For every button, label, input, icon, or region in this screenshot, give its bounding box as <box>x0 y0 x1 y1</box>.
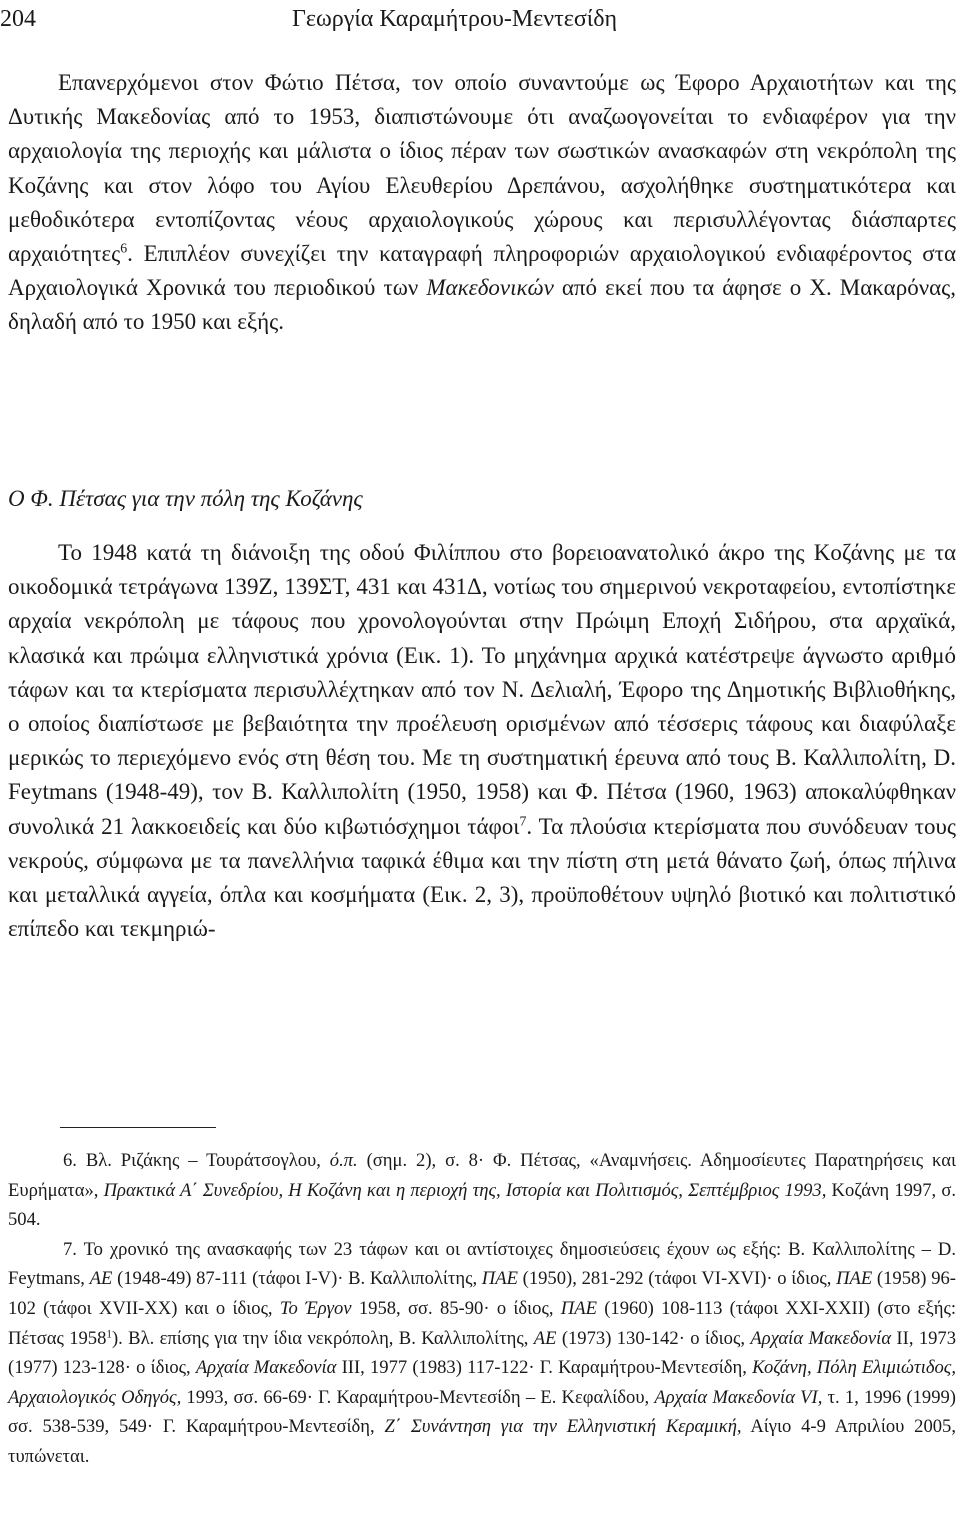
paragraph <box>8 536 956 946</box>
footnote-italic: Ζ΄ Συνάντηση για την Ελληνιστική Κεραμική, <box>384 1416 742 1438</box>
footnote-text: ). Βλ. επίσης για την ίδια νεκρόπολη, Β. Καλλιπολίτης, <box>111 1327 534 1349</box>
footnote-text: (σημ. 2), σ. 8· Φ. Πέτσας, «Αναμνήσεις. Αδημοσίευτες Παρατηρήσεις και Ευρήματα», <box>8 1150 956 1201</box>
footnote-text: Αίγιο 4-9 Απριλίου 2005, τυπώνεται. <box>8 1416 956 1467</box>
footnote-italic: ΠΑΕ <box>481 1268 518 1290</box>
footnote-italic: ΑΕ <box>533 1327 557 1349</box>
journal-title: Μακεδονικών <box>426 275 554 301</box>
footnote-text: (1973) 130-142· ο ίδιος, <box>556 1327 751 1349</box>
footnotes <box>8 1146 956 1472</box>
intro-paragraph <box>8 66 956 340</box>
footnote-text: 1958, σσ. 85-90· ο ίδιος, <box>351 1297 561 1319</box>
footnote-text: III, 1977 (1983) 117-122· Γ. Καραμήτρου-Μεντεσίδη, <box>336 1357 753 1379</box>
footnote-text: 7. Το χρονικό της ανασκαφής των 23 τάφων και οι αντίστοιχες δημοσιεύσεις έχουν ως εξής: Β. Καλλιπολίτης – D. Feytmans, <box>8 1238 956 1290</box>
footnote-italic: ό.π. <box>329 1150 358 1171</box>
footnote-italic: ΠΑΕ <box>836 1268 873 1290</box>
section-heading: Ο Φ. Πέτσας για την πόλη της Κοζάνης <box>8 486 363 511</box>
page-header <box>0 6 960 36</box>
footnote-italic: Πρακτικά Α΄ Συνεδρίου, Η Κοζάνη και η περιοχή της, Ιστορία και Πολιτισμός, Σεπτέμβριος 1993, <box>103 1179 827 1201</box>
paragraph-text: από εκεί που τα άφησε ο Χ. Μακαρόνας, δηλαδή από το 1950 και εξής. <box>8 275 956 335</box>
footnote-text: (1948-49) 87-111 (τάφοι I-V)· Β. Καλλιπολίτης, <box>112 1268 482 1290</box>
footnote-italic: Αρχαία Μακεδονία VI, <box>654 1386 823 1408</box>
footnote-ref-7[interactable]: 7 <box>519 813 527 829</box>
footnote-7 <box>8 1235 956 1472</box>
footnote-italic: Αρχαία Μακεδονία <box>195 1357 337 1379</box>
paragraph-text: . Επιπλέον συνεχίζει την καταγραφή πληροφοριών αρχαιολογικού ενδιαφέροντος στα Αρχαιολογικά Χρονικά του περιοδικού των <box>8 241 956 301</box>
paragraph-text: Το 1948 κατά τη διάνοιξη της οδού Φιλίππου στο βορειοανατολικό άκρο της Κοζάνης με τα οικοδομικά τετράγωνα 139Ζ, 139ΣΤ, 431 και 431Δ, νοτίως του σημερινού νεκροταφείου, εντοπίστηκε αρχαία νεκρόπολη με τάφους που χρονολογούνται στην Πρώιμη Εποχή Σιδήρου, στα αρχαϊκά, κλασικά και πρώιμα ελληνιστικά χρόνια (Εικ. 1). Το μηχάνημα αρχικά κατέστρεψε άγνωστο αριθμό τάφων και τα κτερίσματα περισυλλέχτηκαν από τον Ν. Δελιαλή, Έφορο της Δημοτικής Βιβλιοθήκης, ο οποίος διαπίστωσε με βεβαιότητα την προέλευση ορισμένων από τέσσερις τάφους και διαφύλαξε μερικώς το περιεχόμενο ενός στη θέση του. Με τη συστηματική έρευνα από τους Β. Καλλιπολίτη, D. Feytmans (1948-49), τον Β. Καλλιπολίτη (1950, 1958) και Φ. Πέτσα (1960, 1963) αποκαλύφθηκαν συνολικά 21 λακκοειδείς και δύο κιβωτιόσχημοι τάφοι <box>8 540 956 839</box>
footnote-text: Κοζάνη 1997, σ. 504. <box>8 1179 957 1231</box>
footnote-italic: Αρχαία Μακεδονία <box>750 1327 892 1349</box>
footnote-italic: ΑΕ <box>89 1268 113 1290</box>
footnote-italic: ΠΑΕ <box>560 1297 597 1319</box>
page-number: 204 <box>0 6 36 32</box>
footnote-text: τ. 1, 1996 (1999) σσ. 538-539, 549· Γ. Καραμήτρου-Μεντεσίδη, <box>8 1386 956 1438</box>
paragraph <box>8 66 956 340</box>
footnote-text: (1958) 96-102 (τάφοι XVII-XX) και ο ίδιος, <box>8 1268 956 1319</box>
superscript: 1 <box>106 1327 112 1340</box>
footnote-ref-6[interactable]: 6 <box>120 240 128 256</box>
footnote-separator <box>60 1127 216 1128</box>
paragraph-text: Επανερχόμενοι στον Φώτιο Πέτσα, τον οποίο συναντούμε ως Έφορο Αρχαιοτήτων και της Δυτικής Μακεδονίας από το 1953, διαπιστώνουμε ότι αναζωογονείται το ενδιαφέρον για την αρχαιολογία της περιοχής και μάλιστα ο ίδιος πέραν των σωστικών ανασκαφών στη νεκρόπολη της Κοζάνης και στον λόφο του Αγίου Ελευθερίου Δρεπάνου, ασχολήθηκε συστηματικότερα και μεθοδικότερα εντοπίζοντας νέους αρχαιολογικούς χώρους και περισυλλέγοντας διάσπαρτες αρχαιότητες <box>8 70 956 267</box>
footnote-text: II, 1973 (1977) 123-128· ο ίδιος, <box>8 1327 957 1379</box>
footnote-text: (1950), 281-292 (τάφοι VI-XVI)· ο ίδιος, <box>517 1268 837 1290</box>
running-head: Γεωργία Καραμήτρου-Μεντεσίδη <box>292 6 618 32</box>
footnote-text: 6. Βλ. Ριζάκης – Τουράτσογλου, <box>63 1150 330 1171</box>
footnote-text: (1960) 108-113 (τάφοι XXI-XXII) (στο εξής: Πέτσας 1958 <box>8 1297 956 1349</box>
footnote-italic: Το Έργον <box>279 1297 352 1319</box>
paragraph-text: . Τα πλούσια κτερίσματα που συνόδευαν τους νεκρούς, σύμφωνα με τα πανελλήνια ταφικά έθιμα και την πίστη στη μετά θάνατο ζωή, όπως πήλινα και μεταλλικά αγγεία, όπλα και κοσμήματα (Εικ. 2, 3), προϋποθέτουν υψηλό βιοτικό και πολιτιστικό επίπεδο και τεκμηριώ- <box>8 813 956 942</box>
footnote-text: 1993, σσ. 66-69· Γ. Καραμήτρου-Μεντεσίδη – Ε. Κεφαλίδου, <box>181 1386 655 1408</box>
footnote-italic: Κοζάνη, Πόλη Ελιμιώτιδος, Αρχαιολογικός Οδηγός, <box>8 1357 956 1408</box>
footnote-6 <box>8 1146 956 1235</box>
section-paragraph <box>8 536 956 946</box>
